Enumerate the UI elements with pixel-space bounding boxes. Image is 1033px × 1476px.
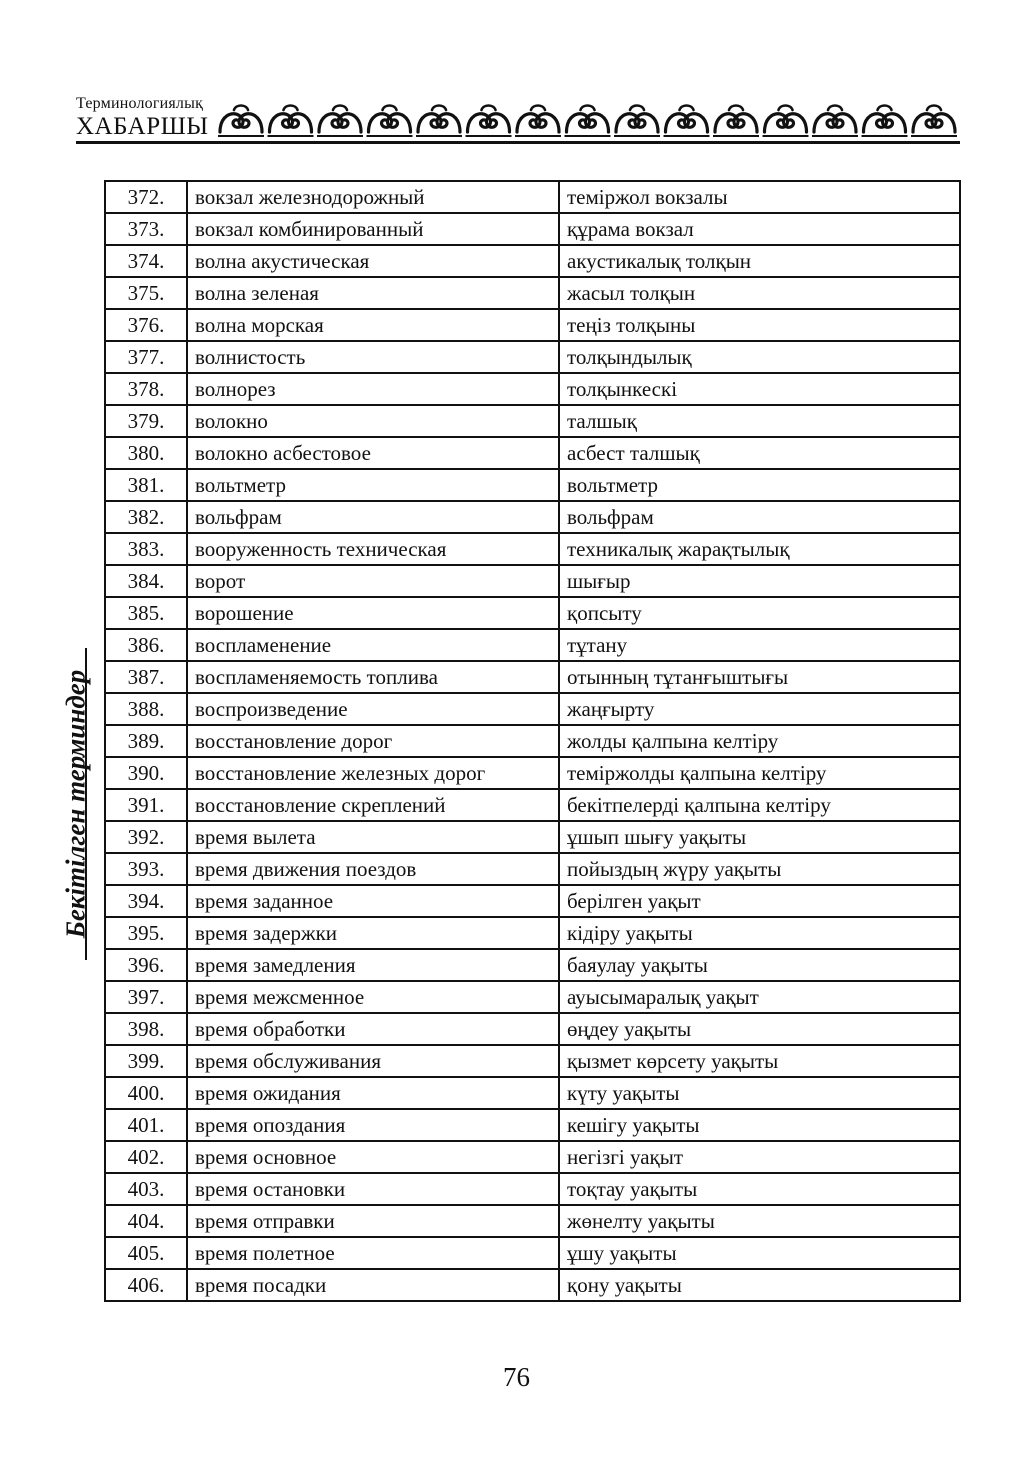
kazakh-term: теміржолды қалпына келтіру — [559, 757, 960, 789]
row-number: 393. — [105, 853, 187, 885]
terms-table-body — [105, 181, 960, 1301]
kazakh-term: жасыл толқын — [559, 277, 960, 309]
table-row — [105, 1173, 960, 1205]
kazakh-term: өңдеу уақыты — [559, 1013, 960, 1045]
table-row — [105, 1237, 960, 1269]
row-number: 387. — [105, 661, 187, 693]
russian-term: время задержки — [187, 917, 559, 949]
russian-term: воспламенение — [187, 629, 559, 661]
russian-term: вооруженность техническая — [187, 533, 559, 565]
kazakh-term: вольфрам — [559, 501, 960, 533]
ornament-border-icon — [216, 102, 960, 140]
russian-term: вокзал комбинированный — [187, 213, 559, 245]
row-number: 401. — [105, 1109, 187, 1141]
table-row — [105, 949, 960, 981]
table-row — [105, 277, 960, 309]
kazakh-term: кешігу уақыты — [559, 1109, 960, 1141]
table-row — [105, 1269, 960, 1301]
journal-name: ХАБАРШЫ — [76, 113, 209, 140]
table-row — [105, 501, 960, 533]
row-number: 386. — [105, 629, 187, 661]
table-row — [105, 725, 960, 757]
russian-term: ворот — [187, 565, 559, 597]
table-row — [105, 213, 960, 245]
row-number: 384. — [105, 565, 187, 597]
row-number: 405. — [105, 1237, 187, 1269]
header-rule — [76, 141, 960, 144]
russian-term: ворошение — [187, 597, 559, 629]
russian-term: волокно — [187, 405, 559, 437]
kazakh-term: отынның тұтанғыштығы — [559, 661, 960, 693]
row-number: 389. — [105, 725, 187, 757]
row-number: 382. — [105, 501, 187, 533]
row-number: 391. — [105, 789, 187, 821]
row-number: 374. — [105, 245, 187, 277]
page-number: 76 — [503, 1362, 530, 1392]
table-row — [105, 821, 960, 853]
kazakh-term: жөнелту уақыты — [559, 1205, 960, 1237]
russian-term: волокно асбестовое — [187, 437, 559, 469]
table-row — [105, 1109, 960, 1141]
side-section-label — [48, 648, 104, 960]
russian-term: воспламеняемость топлива — [187, 661, 559, 693]
table-row — [105, 1013, 960, 1045]
kazakh-term: теміржол вокзалы — [559, 181, 960, 213]
row-number: 383. — [105, 533, 187, 565]
kazakh-term: ұшу уақыты — [559, 1237, 960, 1269]
kazakh-term: бекітпелерді қалпына келтіру — [559, 789, 960, 821]
russian-term: время движения поездов — [187, 853, 559, 885]
russian-term: волна акустическая — [187, 245, 559, 277]
kazakh-term: негізгі уақыт — [559, 1141, 960, 1173]
kazakh-term: күту уақыты — [559, 1077, 960, 1109]
kazakh-term: кідіру уақыты — [559, 917, 960, 949]
russian-term: время обслуживания — [187, 1045, 559, 1077]
row-number: 373. — [105, 213, 187, 245]
russian-term: время ожидания — [187, 1077, 559, 1109]
row-number: 394. — [105, 885, 187, 917]
row-number: 406. — [105, 1269, 187, 1301]
kazakh-term: техникалық жарақтылық — [559, 533, 960, 565]
kazakh-term: асбест талшық — [559, 437, 960, 469]
table-row — [105, 533, 960, 565]
journal-title — [76, 96, 209, 139]
row-number: 403. — [105, 1173, 187, 1205]
row-number: 399. — [105, 1045, 187, 1077]
table-row — [105, 853, 960, 885]
kazakh-term: толқындылық — [559, 341, 960, 373]
kazakh-term: берілген уақыт — [559, 885, 960, 917]
russian-term: время отправки — [187, 1205, 559, 1237]
russian-term: время остановки — [187, 1173, 559, 1205]
table-row — [105, 661, 960, 693]
table-row — [105, 981, 960, 1013]
row-number: 402. — [105, 1141, 187, 1173]
row-number: 378. — [105, 373, 187, 405]
table-row — [105, 405, 960, 437]
page-header — [76, 96, 960, 146]
row-number: 375. — [105, 277, 187, 309]
table-row — [105, 373, 960, 405]
row-number: 400. — [105, 1077, 187, 1109]
table-row — [105, 597, 960, 629]
kazakh-term: шығыр — [559, 565, 960, 597]
russian-term: вокзал железнодорожный — [187, 181, 559, 213]
russian-term: время посадки — [187, 1269, 559, 1301]
row-number: 388. — [105, 693, 187, 725]
russian-term: время основное — [187, 1141, 559, 1173]
russian-term: время вылета — [187, 821, 559, 853]
journal-subtitle: Терминологиялық — [76, 95, 204, 112]
russian-term: время полетное — [187, 1237, 559, 1269]
row-number: 376. — [105, 309, 187, 341]
russian-term: время заданное — [187, 885, 559, 917]
kazakh-term: жолды қалпына келтіру — [559, 725, 960, 757]
table-row — [105, 1205, 960, 1237]
table-row — [105, 181, 960, 213]
russian-term: вольфрам — [187, 501, 559, 533]
row-number: 398. — [105, 1013, 187, 1045]
russian-term: время опоздания — [187, 1109, 559, 1141]
row-number: 396. — [105, 949, 187, 981]
russian-term: волнистость — [187, 341, 559, 373]
russian-term: волна зеленая — [187, 277, 559, 309]
kazakh-term: қону уақыты — [559, 1269, 960, 1301]
kazakh-term: баяулау уақыты — [559, 949, 960, 981]
row-number: 380. — [105, 437, 187, 469]
kazakh-term: ауысымаралық уақыт — [559, 981, 960, 1013]
row-number: 395. — [105, 917, 187, 949]
row-number: 377. — [105, 341, 187, 373]
kazakh-term: жаңғырту — [559, 693, 960, 725]
table-row — [105, 1077, 960, 1109]
russian-term: время обработки — [187, 1013, 559, 1045]
kazakh-term: вольтметр — [559, 469, 960, 501]
kazakh-term: қызмет көрсету уақыты — [559, 1045, 960, 1077]
row-number: 385. — [105, 597, 187, 629]
kazakh-term: теңіз толқыны — [559, 309, 960, 341]
kazakh-term: қопсыту — [559, 597, 960, 629]
table-row — [105, 885, 960, 917]
table-row — [105, 437, 960, 469]
table-row — [105, 245, 960, 277]
table-row — [105, 341, 960, 373]
kazakh-term: тұтану — [559, 629, 960, 661]
table-row — [105, 469, 960, 501]
side-label-text: Бекітілген терминдер — [60, 669, 91, 939]
row-number: 379. — [105, 405, 187, 437]
table-row — [105, 789, 960, 821]
table-row — [105, 917, 960, 949]
table-row — [105, 693, 960, 725]
kazakh-term: ұшып шығу уақыты — [559, 821, 960, 853]
kazakh-term: тоқтау уақыты — [559, 1173, 960, 1205]
russian-term: волнорез — [187, 373, 559, 405]
table-row — [105, 565, 960, 597]
table-row — [105, 629, 960, 661]
kazakh-term: пойыздың жүру уақыты — [559, 853, 960, 885]
table-row — [105, 757, 960, 789]
table-row — [105, 1045, 960, 1077]
table-row — [105, 1141, 960, 1173]
kazakh-term: құрама вокзал — [559, 213, 960, 245]
row-number: 397. — [105, 981, 187, 1013]
table-row — [105, 309, 960, 341]
russian-term: вольтметр — [187, 469, 559, 501]
russian-term: волна морская — [187, 309, 559, 341]
russian-term: время замедления — [187, 949, 559, 981]
row-number: 390. — [105, 757, 187, 789]
kazakh-term: толқынкескі — [559, 373, 960, 405]
kazakh-term: талшық — [559, 405, 960, 437]
russian-term: восстановление дорог — [187, 725, 559, 757]
russian-term: время межсменное — [187, 981, 559, 1013]
row-number: 404. — [105, 1205, 187, 1237]
row-number: 381. — [105, 469, 187, 501]
row-number: 392. — [105, 821, 187, 853]
russian-term: восстановление скреплений — [187, 789, 559, 821]
russian-term: воспроизведение — [187, 693, 559, 725]
kazakh-term: акустикалық толқын — [559, 245, 960, 277]
terms-table — [104, 180, 961, 1302]
russian-term: восстановление железных дорог — [187, 757, 559, 789]
row-number: 372. — [105, 181, 187, 213]
